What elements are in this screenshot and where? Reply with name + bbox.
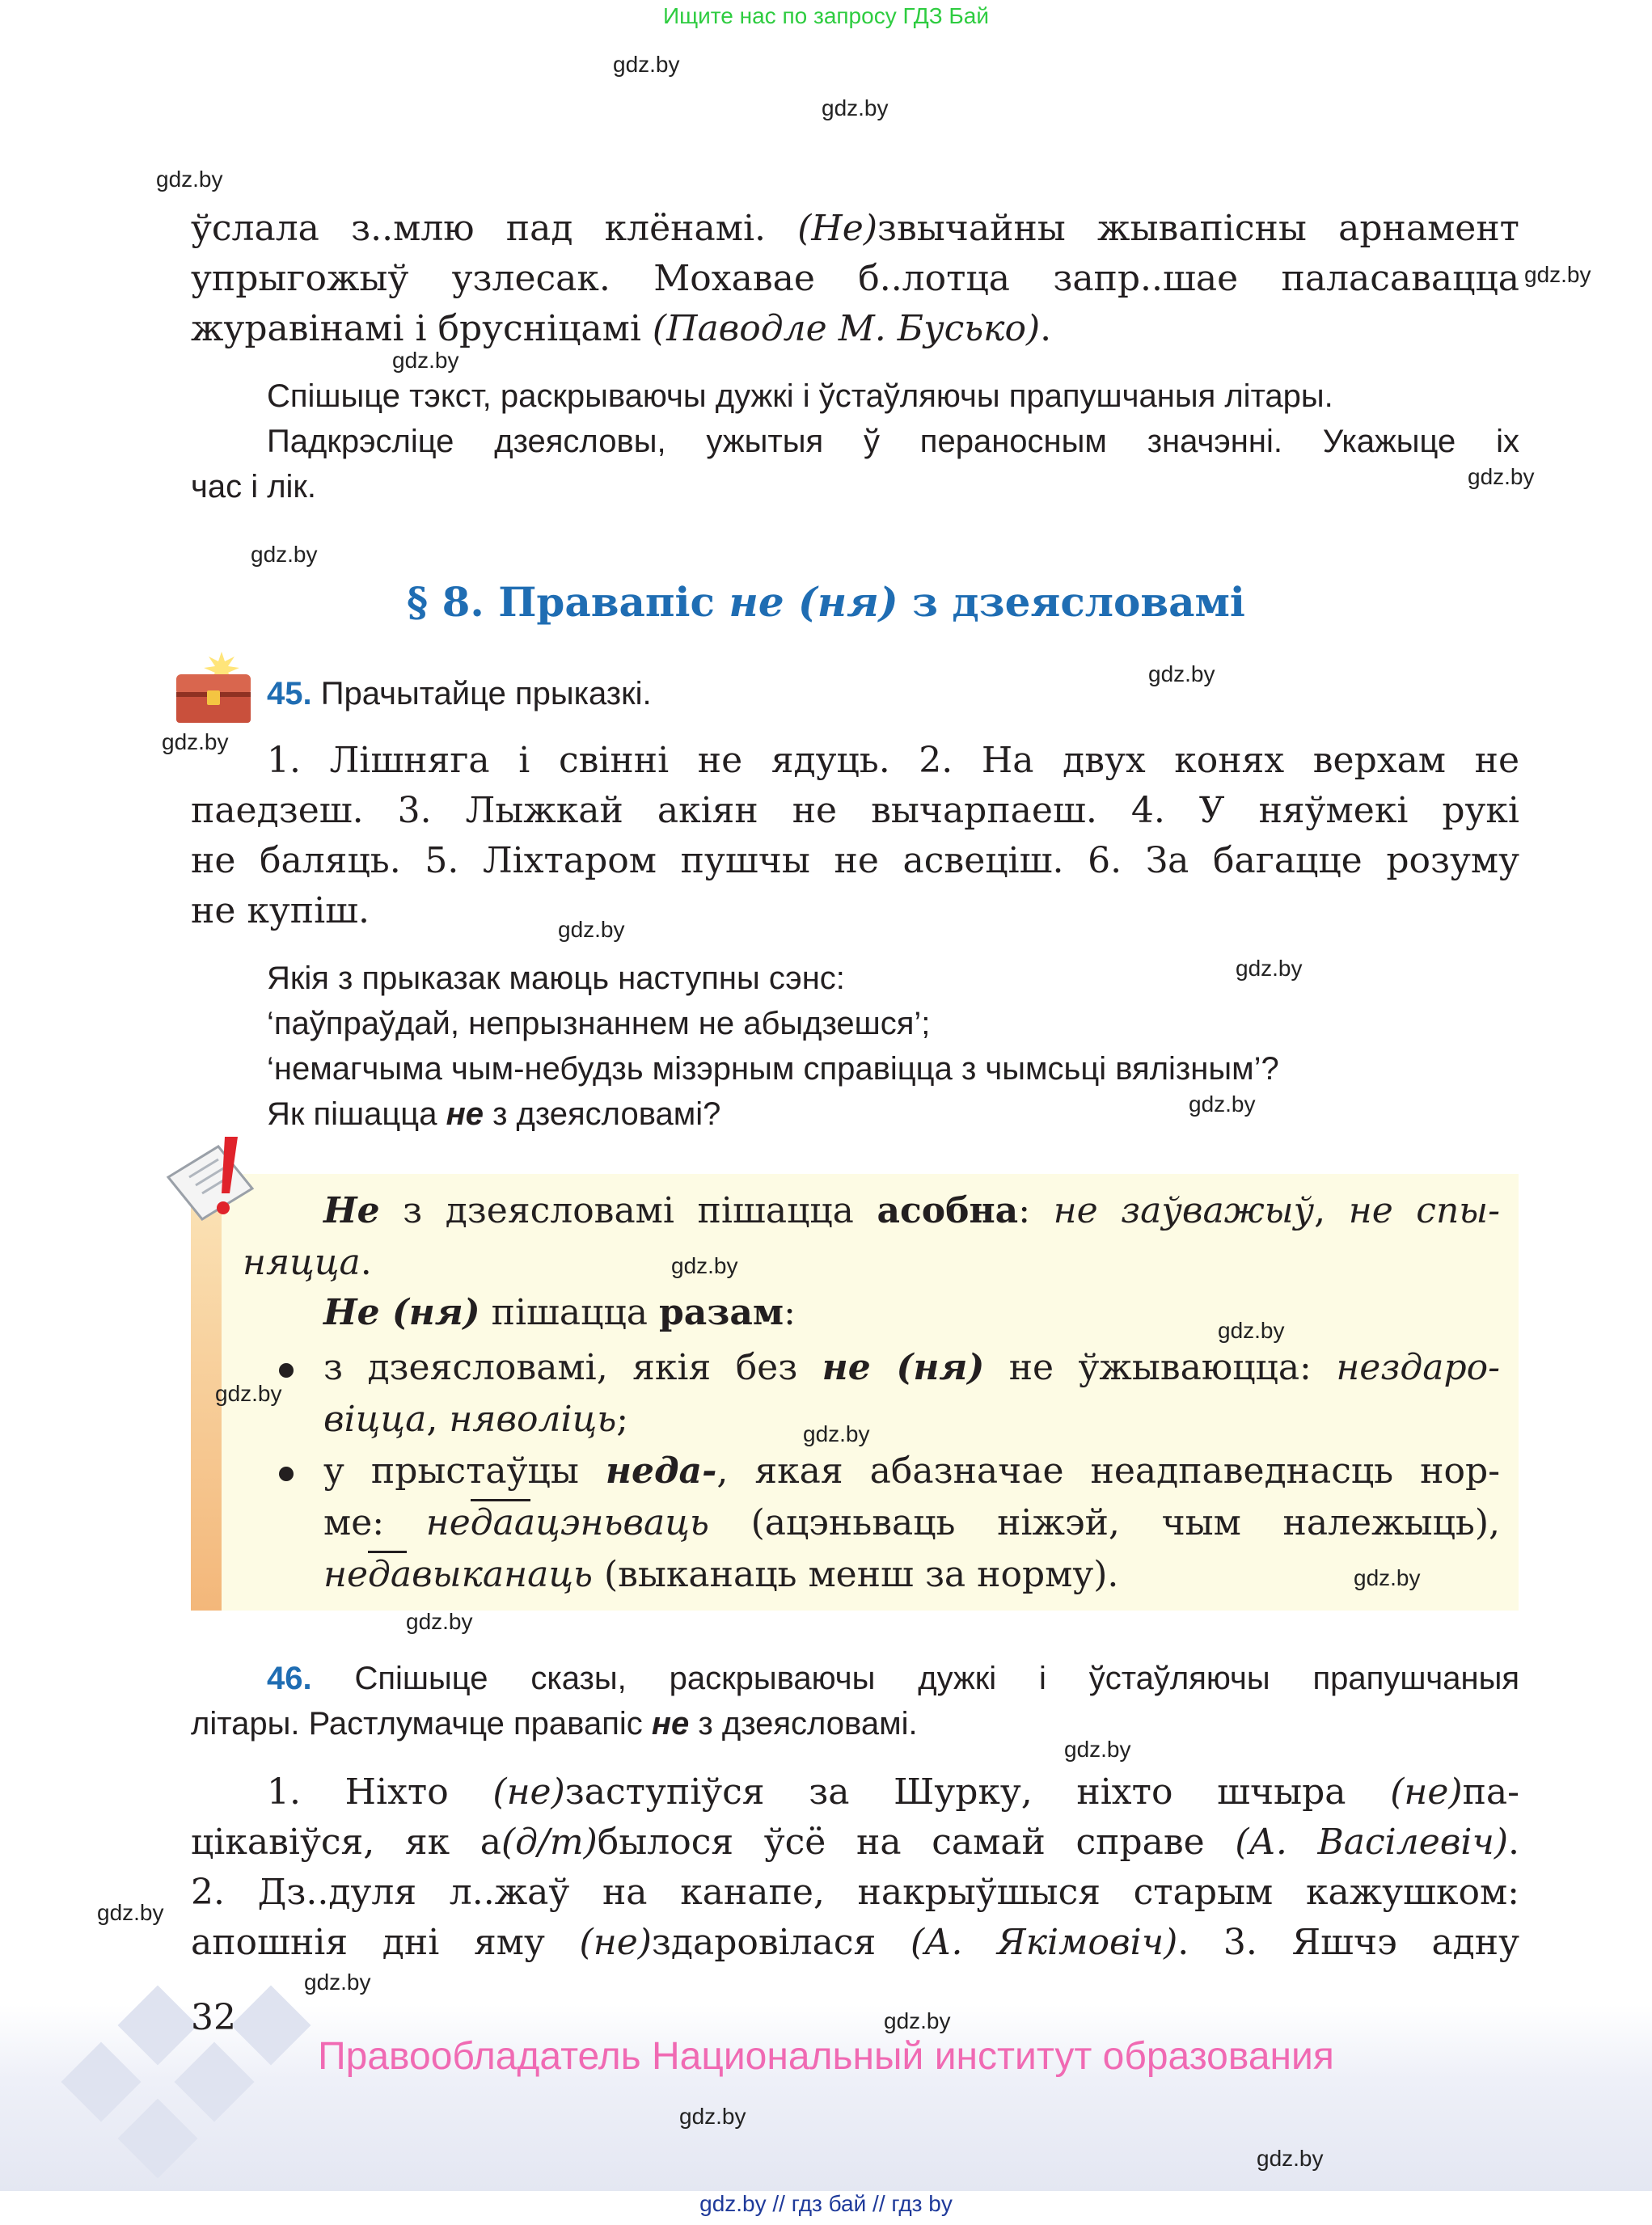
watermark: gdz.by	[215, 1381, 282, 1406]
rule-text: , якая абазначае неадпаведнасць нор-	[716, 1450, 1500, 1492]
rule-example	[426, 1502, 709, 1543]
exercise-instruction: Прачытайце прыказкі.	[320, 676, 652, 711]
rule-term: не (ня)	[822, 1347, 985, 1388]
sentence-text: па-	[1462, 1771, 1519, 1813]
exercise-instruction: Спішыце сказы, раскрываючы дужкі і ўстаўляючы прапушчаныя	[354, 1661, 1520, 1696]
rule-separate	[323, 1185, 1500, 1237]
question-line: ‘немагчыма чым-небудзь мізэрным справіцца з чымсьці вялізным’?	[267, 1051, 1279, 1087]
watermark: gdz.by	[1189, 1091, 1256, 1117]
bullet-icon	[279, 1363, 294, 1378]
rule-text: пішацца	[480, 1292, 659, 1333]
sentence-source: (А. Васілевіч)	[1235, 1822, 1509, 1863]
sentence-text: заступіўся за Шурку, ніхто шчыра	[564, 1771, 1391, 1813]
watermark: gdz.by	[251, 542, 318, 567]
prefix-mark: даа	[471, 1497, 535, 1549]
page-number: 32	[191, 1997, 236, 2038]
intro-paragraph	[191, 204, 1519, 354]
rule-term: Не	[323, 1190, 380, 1231]
rule-example-part: не	[323, 1554, 369, 1595]
rule-term: асобна	[877, 1190, 1019, 1231]
exercise-46-instruction	[191, 1656, 1519, 1746]
sentence-bracket: (не)	[1390, 1771, 1463, 1813]
intro-text: (Не)	[797, 208, 877, 249]
exercise-45-instruction	[267, 671, 1595, 716]
rule-term: Не (ня)	[323, 1292, 480, 1333]
watermark: gdz.by	[679, 2104, 746, 2129]
watermark: gdz.by	[822, 95, 889, 120]
intro-text: звычайны жывапісны арнамент	[877, 208, 1520, 249]
rule-text: ,	[1314, 1190, 1349, 1231]
sentence-source: (А. Якімовіч)	[911, 1922, 1178, 1963]
question-line: Якія з прыказак маюць наступны сэнс:	[267, 961, 845, 996]
exercise-instruction: літары. Растлумачце правапіс	[191, 1706, 652, 1742]
sentence-text: . 3. Яшчэ адну	[1177, 1922, 1519, 1963]
watermark: gdz.by	[1524, 262, 1591, 287]
intro-text: журавінамі і брусніцамі	[191, 308, 653, 349]
rule-text: з дзеясловамі пішацца	[379, 1190, 877, 1231]
task-instruction	[267, 374, 1519, 419]
watermark: gdz.by	[97, 1900, 164, 1925]
sentence-text: цікавіўся, як а	[191, 1822, 502, 1863]
watermark: gdz.by	[1257, 2146, 1324, 2171]
rule-text: :	[1018, 1190, 1054, 1231]
rule-text: не ўжываюцца:	[984, 1347, 1337, 1388]
watermark: gdz.by	[613, 52, 680, 77]
rule-text: .	[360, 1242, 372, 1283]
bottom-links[interactable]: gdz.by // гдз бай // гдз by	[699, 2191, 953, 2216]
watermark: gdz.by	[156, 167, 223, 192]
exercise-instruction: з дзеясловамі.	[689, 1706, 918, 1742]
rule-text: (ацэньваць ніжэй, чым належыць),	[708, 1502, 1500, 1543]
intro-text: упрыгожыў узлесак. Мохавае б..лотца запр..шае паласавацца	[191, 258, 1519, 299]
task-text: Спішыце тэкст, раскрываючы дужкі і ўстаўляючы прапушчаныя літары.	[267, 378, 1333, 414]
sentence-text: былося ўсё на самай справе	[597, 1822, 1236, 1863]
exercise-45-proverbs	[191, 736, 1519, 936]
sentence-bracket: (не)	[492, 1771, 565, 1813]
sentence-bracket: (не)	[579, 1922, 652, 1963]
watermark: gdz.by	[1064, 1737, 1131, 1762]
rule-together	[323, 1287, 1500, 1339]
question-line: з дзеясловамі?	[483, 1096, 721, 1132]
copyright-notice: Правообладатель Национальный институт образования	[318, 2035, 1334, 2078]
watermark: gdz.by	[304, 1970, 371, 1995]
rule-example-part: не	[425, 1502, 471, 1543]
task-instruction	[191, 419, 1519, 509]
question-line: Як пішацца	[267, 1096, 446, 1132]
prefix-mark: да	[368, 1549, 412, 1601]
exercise-46-sentences	[191, 1767, 1519, 1968]
watermark: gdz.by	[406, 1609, 473, 1634]
watermark: gdz.by	[884, 2008, 951, 2033]
instruction-emphasis: не	[651, 1706, 690, 1742]
question-line: ‘паўпраўдай, непрызнаннем не абыдзешся’;	[267, 1006, 931, 1041]
rule-text: з дзеясловамі, якія без	[323, 1347, 822, 1388]
watermark: gdz.by	[1468, 464, 1535, 489]
rule-text: ме:	[323, 1502, 426, 1543]
heading-suffix: з дзеясловамі	[898, 578, 1245, 626]
treasure-chest-icon	[171, 645, 256, 726]
watermark: gdz.by	[1218, 1318, 1285, 1343]
watermark: gdz.by	[1236, 956, 1303, 981]
rule-separate-cont	[243, 1237, 1500, 1289]
sentence-text: 2. Дз..дуля л..жаў на канапе, накрыўшыся старым кажушком:	[191, 1872, 1519, 1913]
rule-text: (выканаць менш за норму).	[592, 1554, 1119, 1595]
rule-example: не спы-	[1348, 1190, 1500, 1231]
intro-text: ўслала з..млю пад клёнамі.	[191, 208, 798, 249]
sentence-bracket: (д/т)	[501, 1822, 598, 1863]
section-heading	[0, 578, 1652, 626]
heading-prefix: § 8. Правапіс	[407, 578, 729, 626]
rule-example: нездаро-	[1336, 1347, 1500, 1388]
rule-bullet-2	[323, 1446, 1500, 1601]
top-search-note: Ищите нас по запросу ГДЗ Бай	[662, 3, 990, 28]
exercise-number: 45.	[267, 676, 312, 711]
watermark: gdz.by	[392, 348, 459, 373]
watermark: gdz.by	[803, 1421, 870, 1446]
rule-example: не заўважыў	[1053, 1190, 1315, 1231]
sentence-text: .	[1508, 1822, 1520, 1863]
watermark: gdz.by	[671, 1253, 738, 1278]
rule-example: віцца	[323, 1399, 427, 1440]
rule-term: разам	[658, 1292, 784, 1333]
task-text: час і лік.	[191, 469, 317, 505]
attention-note-icon	[162, 1132, 267, 1237]
bullet-icon	[279, 1467, 294, 1481]
rule-example-part: цэньваць	[535, 1502, 709, 1543]
rule-text: ,	[426, 1399, 450, 1440]
sentence-text: 1. Ніхто	[267, 1771, 493, 1813]
watermark: gdz.by	[1148, 661, 1215, 686]
sentence-text: здаровілася	[651, 1922, 911, 1963]
heading-italic: не (ня)	[729, 578, 898, 626]
rule-text: ;	[616, 1399, 629, 1440]
question-emphasis: не	[446, 1096, 484, 1132]
intro-text: .	[1040, 308, 1052, 349]
exercise-number: 46.	[267, 1661, 312, 1696]
proverb-line: не баляць. 5. Ліхтаром пушчы не асвеціш. 6. За багацце розуму	[191, 840, 1519, 881]
proverb-line: паедзеш. 3. Лыжкай акіян не вычарпаеш. 4. У няўмекі рукі	[191, 790, 1519, 831]
rule-example-part: выканаць	[412, 1554, 593, 1595]
intro-source: (Паводле М. Бусько)	[652, 308, 1041, 349]
watermark: gdz.by	[1354, 1565, 1421, 1590]
rule-example: няцца	[243, 1242, 361, 1283]
rule-text: у прыстаўцы	[323, 1450, 606, 1492]
watermark: gdz.by	[162, 729, 229, 754]
rule-bullet-1	[323, 1342, 1500, 1446]
proverb-line: 1. Лішняга і свінні не ядуць. 2. На двух конях верхам не	[267, 740, 1519, 781]
proverb-line: не купіш.	[191, 890, 370, 931]
rule-term: неда-	[605, 1450, 717, 1492]
sentence-text: апошнія дні яму	[191, 1922, 580, 1963]
exercise-45-questions	[267, 956, 1519, 1137]
rule-example: няволіць	[449, 1399, 617, 1440]
task-text: Падкрэсліце дзеясловы, ужытыя ў пераносным значэнні. Укажыце іх	[267, 424, 1519, 459]
rule-example	[323, 1554, 593, 1595]
watermark: gdz.by	[558, 917, 625, 942]
rule-text: :	[784, 1292, 796, 1333]
